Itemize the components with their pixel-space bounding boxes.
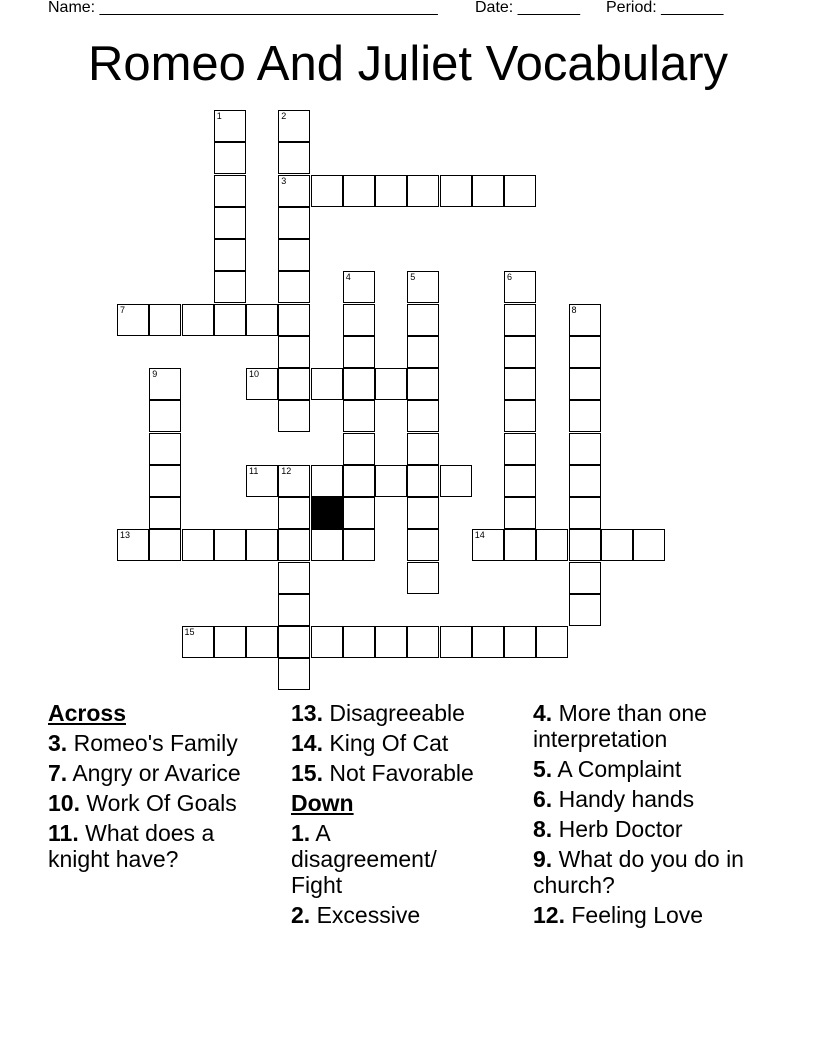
clue-down-9: 9. What do you do in church? <box>533 846 744 898</box>
crossword-cell[interactable] <box>536 626 568 658</box>
clue-across-11: 11. What does a knight have? <box>48 820 215 872</box>
crossword-cell[interactable] <box>278 465 310 497</box>
crossword-cell[interactable] <box>278 368 310 400</box>
crossword-cell[interactable] <box>633 529 665 561</box>
clue-number: 15 <box>184 627 195 637</box>
crossword-cell[interactable] <box>246 304 278 336</box>
crossword-cell[interactable] <box>214 271 246 303</box>
clue-number: 6 <box>507 272 513 283</box>
clue-down-8: 8. Herb Doctor <box>533 816 683 842</box>
clue-number: 10 <box>249 369 260 379</box>
crossword-cell[interactable] <box>472 175 504 207</box>
crossword-cell[interactable] <box>311 529 343 561</box>
crossword-cell[interactable] <box>246 529 278 561</box>
clue-number: 4 <box>345 272 351 283</box>
crossword-cell[interactable] <box>569 562 601 594</box>
crossword-cell[interactable] <box>407 400 439 432</box>
crossword-cell[interactable] <box>311 626 343 658</box>
crossword-cell[interactable] <box>440 175 472 207</box>
crossword-cell[interactable] <box>311 175 343 207</box>
crossword-cell[interactable] <box>440 465 472 497</box>
crossword-cell[interactable] <box>182 304 214 336</box>
crossword-cell[interactable] <box>569 336 601 368</box>
clues-column-3 <box>533 700 758 932</box>
shaded-cell <box>311 497 343 529</box>
crossword-cell[interactable] <box>214 239 246 271</box>
clue-number: 13 <box>120 530 131 541</box>
crossword-cell[interactable] <box>536 529 568 561</box>
clue-down-5: 5. A Complaint <box>533 756 682 782</box>
crossword-cell[interactable] <box>278 529 310 561</box>
crossword-cell[interactable] <box>278 400 310 432</box>
crossword-cell[interactable] <box>343 497 375 529</box>
crossword-cell[interactable] <box>278 175 310 207</box>
crossword-cell[interactable] <box>214 304 246 336</box>
crossword-cell[interactable] <box>278 142 310 174</box>
crossword-cell[interactable] <box>407 497 439 529</box>
crossword-cell[interactable] <box>569 497 601 529</box>
clues-column-1 <box>48 700 273 876</box>
crossword-cell[interactable] <box>149 497 181 529</box>
down-heading: Down <box>291 790 354 816</box>
clues-column-2 <box>291 700 519 932</box>
crossword-cell[interactable] <box>246 368 278 400</box>
crossword-cell[interactable] <box>407 529 439 561</box>
page-title: Romeo And Juliet Vocabulary <box>87 37 729 91</box>
crossword-cell[interactable] <box>504 529 536 561</box>
crossword-cell[interactable] <box>407 336 439 368</box>
clue-across-10: 10. Work Of Goals <box>48 790 237 816</box>
crossword-cell[interactable] <box>278 110 310 142</box>
clue-number: 8 <box>571 304 577 315</box>
crossword-cell[interactable] <box>343 465 375 497</box>
crossword-cell[interactable] <box>375 368 407 400</box>
crossword-cell[interactable] <box>278 304 310 336</box>
clue-number: 5 <box>410 272 416 283</box>
crossword-cell[interactable] <box>311 368 343 400</box>
clue-number: 11 <box>249 465 259 476</box>
clue-across-14: 14. King Of Cat <box>291 730 449 756</box>
crossword-cell[interactable] <box>407 626 439 658</box>
crossword-cell[interactable] <box>375 626 407 658</box>
crossword-cell[interactable] <box>407 271 439 303</box>
crossword-cell[interactable] <box>149 368 181 400</box>
crossword-cell[interactable] <box>504 626 536 658</box>
crossword-cell[interactable] <box>343 336 375 368</box>
clue-number: 7 <box>120 304 126 315</box>
crossword-cell[interactable] <box>569 304 601 336</box>
crossword-cell[interactable] <box>569 529 601 561</box>
crossword-cell[interactable] <box>569 368 601 400</box>
crossword-cell[interactable] <box>182 529 214 561</box>
crossword-cell[interactable] <box>569 433 601 465</box>
crossword-cell[interactable] <box>440 626 472 658</box>
clue-across-7: 7. Angry or Avarice <box>48 760 241 786</box>
crossword-cell[interactable] <box>214 175 246 207</box>
crossword-cell[interactable] <box>214 626 246 658</box>
clue-number: 3 <box>281 175 287 186</box>
crossword-cell[interactable] <box>246 465 278 497</box>
name-field: Name: ______________________________________ <box>48 0 438 16</box>
crossword-cell[interactable] <box>214 142 246 174</box>
crossword-cell[interactable] <box>278 658 310 690</box>
crossword-cell[interactable] <box>311 465 343 497</box>
crossword-cell[interactable] <box>343 529 375 561</box>
crossword-cell[interactable] <box>472 626 504 658</box>
crossword-cell[interactable] <box>343 271 375 303</box>
crossword-cell[interactable] <box>407 368 439 400</box>
crossword-cell[interactable] <box>149 529 181 561</box>
clue-number: 1 <box>216 111 222 121</box>
crossword-cell[interactable] <box>278 497 310 529</box>
crossword-cell[interactable] <box>504 465 536 497</box>
crossword-cell[interactable] <box>504 336 536 368</box>
crossword-cell[interactable] <box>504 400 536 432</box>
crossword-cell[interactable] <box>569 465 601 497</box>
crossword-cell[interactable] <box>214 110 246 142</box>
crossword-cell[interactable] <box>375 175 407 207</box>
crossword-cell[interactable] <box>149 433 181 465</box>
crossword-cell[interactable] <box>149 400 181 432</box>
crossword-cell[interactable] <box>278 562 310 594</box>
crossword-cell[interactable] <box>504 175 536 207</box>
clue-number: 12 <box>281 465 292 476</box>
clue-down-6: 6. Handy hands <box>533 786 695 812</box>
clue-down-2: 2. Excessive <box>291 902 421 928</box>
crossword-cell[interactable] <box>407 562 439 594</box>
clue-across-3: 3. Romeo's Family <box>48 730 238 756</box>
clue-across-13: 13. Disagreeable <box>291 700 465 726</box>
clue-down-1: 1. A disagreement/ Fight <box>291 820 437 898</box>
crossword-cell[interactable] <box>407 465 439 497</box>
crossword-cell[interactable] <box>214 207 246 239</box>
clue-number: 2 <box>281 111 287 121</box>
crossword-cell[interactable] <box>504 271 536 303</box>
crossword-cell[interactable] <box>343 400 375 432</box>
crossword-cell[interactable] <box>569 400 601 432</box>
date-field: Date: _______ <box>475 0 580 16</box>
crossword-cell[interactable] <box>117 304 149 336</box>
crossword-cell[interactable] <box>472 529 504 561</box>
crossword-cell[interactable] <box>504 433 536 465</box>
crossword-cell[interactable] <box>343 304 375 336</box>
crossword-cell[interactable] <box>601 529 633 561</box>
crossword-cell[interactable] <box>375 465 407 497</box>
clue-number: 14 <box>474 530 485 541</box>
crossword-cell[interactable] <box>504 368 536 400</box>
crossword-cell[interactable] <box>407 304 439 336</box>
crossword-cell[interactable] <box>343 626 375 658</box>
period-field: Period: _______ <box>606 0 724 16</box>
crossword-cell[interactable] <box>278 239 310 271</box>
crossword-cell[interactable] <box>117 529 149 561</box>
crossword-cell[interactable] <box>343 433 375 465</box>
crossword-cell[interactable] <box>343 175 375 207</box>
crossword-cell[interactable] <box>278 271 310 303</box>
clue-across-15: 15. Not Favorable <box>291 760 474 786</box>
crossword-cell[interactable] <box>343 368 375 400</box>
crossword-cell[interactable] <box>149 304 181 336</box>
crossword-cell[interactable] <box>246 626 278 658</box>
crossword-cell[interactable] <box>149 465 181 497</box>
crossword-cell[interactable] <box>278 626 310 658</box>
crossword-cell[interactable] <box>182 626 214 658</box>
crossword-cell[interactable] <box>278 336 310 368</box>
crossword-cell[interactable] <box>504 304 536 336</box>
crossword-cell[interactable] <box>407 175 439 207</box>
crossword-cell[interactable] <box>214 529 246 561</box>
crossword-cell[interactable] <box>569 594 601 626</box>
clue-down-12: 12. Feeling Love <box>533 902 704 928</box>
crossword-cell[interactable] <box>278 207 310 239</box>
clue-number: 9 <box>152 369 158 379</box>
crossword-cell[interactable] <box>278 594 310 626</box>
crossword-cell[interactable] <box>504 497 536 529</box>
clue-down-4: 4. More than one interpretation <box>533 700 707 752</box>
crossword-cell[interactable] <box>407 433 439 465</box>
across-heading: Across <box>48 700 126 726</box>
